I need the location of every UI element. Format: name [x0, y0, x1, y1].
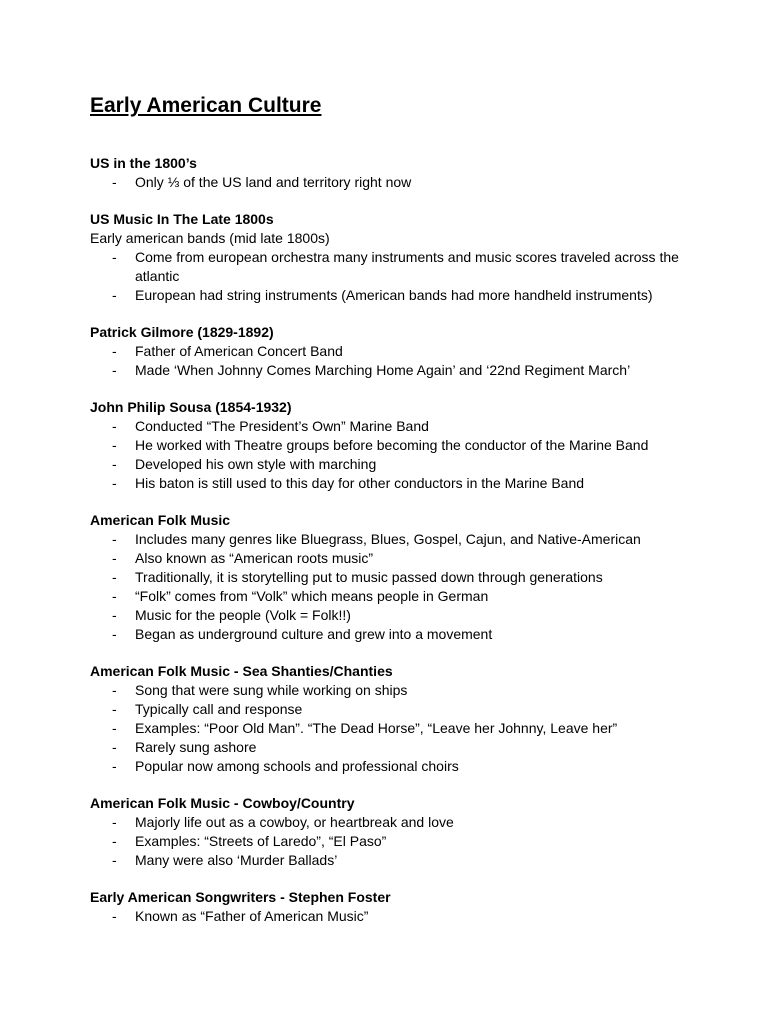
list-item-text: “Folk” comes from “Volk” which means people in German [135, 588, 489, 604]
bullet-list [90, 342, 690, 380]
list-item [90, 700, 690, 719]
section-heading: American Folk Music - Cowboy/Country [90, 795, 355, 811]
section-heading: Early American Songwriters - Stephen Foster [90, 889, 391, 905]
bullet-dash: - [112, 531, 117, 547]
section [90, 794, 690, 870]
list-item-text: Typically call and response [135, 701, 303, 717]
section-heading: US in the 1800’s [90, 155, 197, 171]
bullet-list [90, 417, 690, 493]
list-item-text: European had string instruments (American bands had more handheld instruments) [135, 287, 653, 303]
list-item-text: His baton is still used to this day for other conductors in the Marine Band [135, 475, 585, 491]
list-item [90, 474, 690, 493]
bullet-dash: - [112, 758, 117, 774]
bullet-dash: - [112, 249, 117, 265]
list-item-text: Popular now among schools and professional choirs [135, 758, 459, 774]
list-item [90, 907, 690, 926]
list-item-text: Majorly life out as a cowboy, or heartbreak and love [135, 814, 454, 830]
bullet-dash: - [112, 475, 117, 491]
bullet-dash: - [112, 174, 117, 190]
list-item [90, 681, 690, 700]
list-item [90, 455, 690, 474]
list-item-text: Traditionally, it is storytelling put to music passed down through generations [135, 569, 603, 585]
bullet-dash: - [112, 739, 117, 755]
list-item-text: Developed his own style with marching [135, 456, 377, 472]
section [90, 323, 690, 380]
list-item-text: Conducted “The President’s Own” Marine Band [135, 418, 429, 434]
section-heading: John Philip Sousa (1854-1932) [90, 399, 292, 415]
list-item-text: Song that were sung while working on ships [135, 682, 408, 698]
list-item [90, 587, 690, 606]
list-item-text: Music for the people (Volk = Folk!!) [135, 607, 351, 623]
list-item [90, 738, 690, 757]
list-item-text: Also known as “American roots music” [135, 550, 374, 566]
section [90, 888, 690, 926]
list-item-text: Rarely sung ashore [135, 739, 257, 755]
list-item [90, 625, 690, 644]
page-title: Early American Culture [90, 94, 322, 117]
bullet-dash: - [112, 814, 117, 830]
bullet-dash: - [112, 362, 117, 378]
notes-body [90, 154, 690, 926]
list-item-text: Examples: “Poor Old Man”. “The Dead Horse”, “Leave her Johnny, Leave her” [135, 720, 618, 736]
list-item-text: Includes many genres like Bluegrass, Blues, Gospel, Cajun, and Native-American [135, 531, 641, 547]
list-item-text: Made ‘When Johnny Comes Marching Home Again’ and ‘22nd Regiment March’ [135, 362, 631, 378]
section [90, 154, 690, 192]
section [90, 398, 690, 493]
list-item-text: He worked with Theatre groups before becoming the conductor of the Marine Band [135, 437, 649, 453]
bullet-dash: - [112, 607, 117, 623]
bullet-dash: - [112, 682, 117, 698]
list-item [90, 568, 690, 587]
list-item [90, 286, 690, 305]
bullet-dash: - [112, 287, 117, 303]
list-item [90, 530, 690, 549]
section-heading: US Music In The Late 1800s [90, 211, 274, 227]
bullet-list [90, 907, 690, 926]
list-item-text: Many were also ‘Murder Ballads’ [135, 852, 338, 868]
list-item-text: Only ⅓ of the US land and territory right now [135, 174, 412, 190]
section [90, 662, 690, 776]
bullet-dash: - [112, 569, 117, 585]
section-subtext: Early american bands (mid late 1800s) [90, 230, 330, 246]
section [90, 210, 690, 305]
list-item [90, 436, 690, 455]
list-item [90, 832, 690, 851]
list-item-text: Examples: “Streets of Laredo”, “El Paso” [135, 833, 387, 849]
bullet-dash: - [112, 588, 117, 604]
list-item [90, 606, 690, 625]
list-item-text: Father of American Concert Band [135, 343, 343, 359]
section-heading: American Folk Music - Sea Shanties/Chanties [90, 663, 393, 679]
bullet-dash: - [112, 418, 117, 434]
list-item [90, 851, 690, 870]
document-page [90, 92, 690, 944]
list-item [90, 719, 690, 738]
bullet-dash: - [112, 343, 117, 359]
section-heading: American Folk Music [90, 512, 231, 528]
bullet-dash: - [112, 833, 117, 849]
list-item [90, 549, 690, 568]
bullet-list [90, 248, 690, 305]
list-item [90, 757, 690, 776]
list-item [90, 342, 690, 361]
list-item [90, 417, 690, 436]
list-item [90, 813, 690, 832]
bullet-dash: - [112, 626, 117, 642]
bullet-list [90, 681, 690, 776]
bullet-list [90, 813, 690, 870]
bullet-dash: - [112, 456, 117, 472]
list-item [90, 173, 690, 192]
list-item [90, 361, 690, 380]
list-item [90, 248, 690, 286]
bullet-dash: - [112, 720, 117, 736]
bullet-dash: - [112, 908, 117, 924]
bullet-dash: - [112, 550, 117, 566]
bullet-list [90, 173, 690, 192]
list-item-text: Known as “Father of American Music” [135, 908, 369, 924]
section-heading: Patrick Gilmore (1829-1892) [90, 324, 274, 340]
bullet-list [90, 530, 690, 644]
list-item-text: Come from european orchestra many instruments and music scores traveled across the atlantic [135, 249, 679, 284]
section [90, 511, 690, 644]
list-item-text: Began as underground culture and grew into a movement [135, 626, 493, 642]
bullet-dash: - [112, 437, 117, 453]
bullet-dash: - [112, 701, 117, 717]
bullet-dash: - [112, 852, 117, 868]
